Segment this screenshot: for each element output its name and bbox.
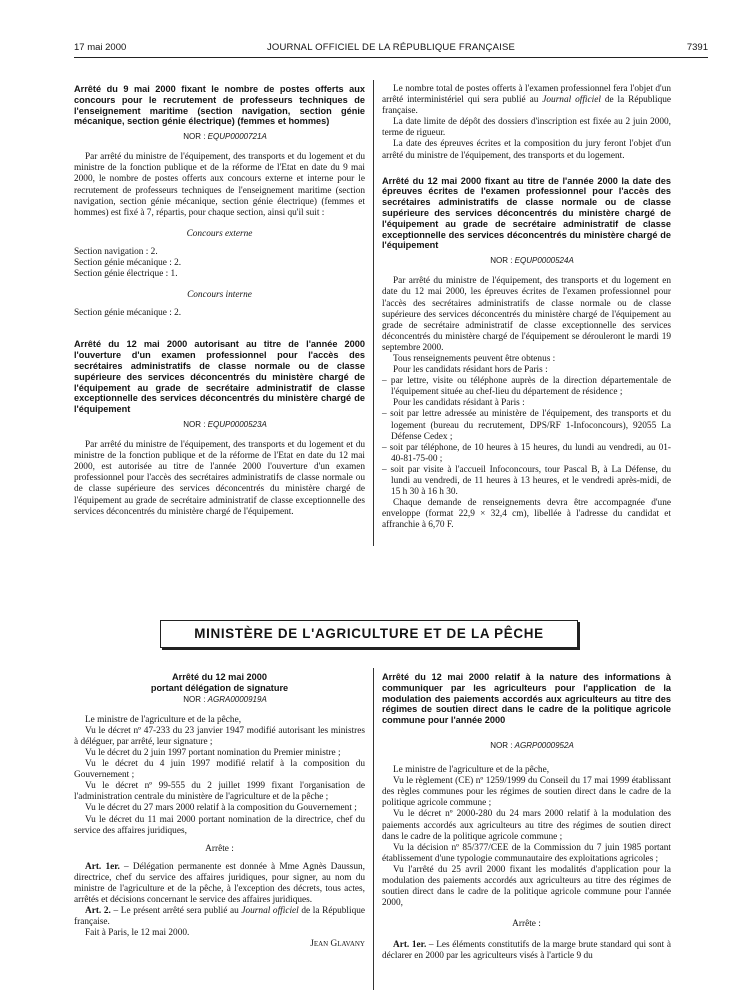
header-journal-title: JOURNAL OFFICIEL DE LA RÉPUBLIQUE FRANÇAISE — [266, 42, 516, 53]
article-paragraph: Vu le décret du 27 mars 2000 relatif à la composition du Gouvernement ; — [85, 803, 357, 814]
article-title: Arrêté du 12 mai 2000 autorisant au titre de l'année 2000 l'ouverture d'un examen professionnel pour l'accès des secrétaires administratifs de classe normale ou de classe supérieure des services déconcentrés du ministère chargé de l'équipement au grade de secrétaire administratif de classe exceptionnelle des services déconcentrés du ministère chargé de l'équipement — [74, 339, 365, 415]
article-paragraph: Vu le décret nº 47-233 du 23 janvier 1947 modifié autorisant les ministres à déléguer, par arrêté, leur signature ; — [74, 725, 365, 747]
article-paragraph: Vu l'arrêté du 25 avril 2000 fixant les modalités d'application pour la modulation des paiements accordés aux agriculteurs au titre des régimes de soutien direct dans le cadre de la politique agricole commune pour l'année 2000, — [382, 864, 671, 909]
article-title: Arrêté du 12 mai 2000 fixant au titre de l'année 2000 la date des épreuves écrites de l'examen professionnel pour l'accès des secrétaires administratifs de classe normale ou de classe supérieure des services déconcentrés du ministère chargé de l'équipement au grade de secrétaire administratif de classe exceptionnelle des services déconcentrés du ministère chargé de l'équipement — [382, 175, 671, 251]
article-paragraph: Vu le décret du 11 mai 2000 portant nomination de la directrice, chef du service des affaires juridiques, — [74, 814, 365, 836]
list-item: Section génie électrique : 1. — [74, 269, 178, 280]
article-1: Art. 1er. – Les éléments constitutifs de la marge brute standard qui sont à déclarer en 2000 par les agriculteurs visés à l'article 9 du — [382, 940, 671, 962]
article-paragraph: Pour les candidats résidant à Paris : — [393, 398, 525, 409]
list-item: – soit par visite à l'accueil Infoconcours, tour Pascal B, à La Défense, du lundi au vendredi, de 11 heures à 13 heures, et le vendredi après-midi, de 15 h 30 à 16 h 30. — [382, 464, 671, 498]
list-item: Section génie mécanique : 2. — [74, 258, 182, 269]
list-item: – soit par lettre adressée au ministère de l'équipement, des transports et du logement (bureau du recrutement, DPS/RF 1-Infoconcours), 92055 La Défense Cedex ; — [382, 409, 671, 442]
article-paragraph: Vu le règlement (CE) nº 1259/1999 du Conseil du 17 mai 1999 établissant des règles communes pour les régimes de soutien direct dans le cadre de la politique agricole commune ; — [382, 776, 671, 809]
article-title: Arrêté du 12 mai 2000 relatif à la nature des informations à communiquer par les agriculteurs pour l'application de la modulation des paiements accordés aux agriculteurs au titre des régimes de soutien direct dans le cadre de la politique agricole commune pour l'année 2000 — [382, 672, 671, 726]
article-paragraph: Tous renseignements peuvent être obtenus : — [393, 353, 556, 364]
article-paragraph: Vu le décret nº 99-555 du 2 juillet 1999 fixant l'organisation de l'administration centrale du ministère de l'agriculture et de la pêche ; — [74, 781, 365, 803]
list-item: – soit par téléphone, de 10 heures à 15 heures, du lundi au vendredi, au 01-40-81-75-00 ; — [382, 442, 671, 464]
arrete-heading: Arrête : — [512, 919, 541, 930]
column-divider — [373, 80, 374, 546]
article-paragraph: Vu la décision nº 85/377/CEE de la Commission du 7 juin 1985 portant établissement d'une typologie communautaire des exploitations agricoles ; — [382, 842, 671, 864]
list-item: – par lettre, visite ou téléphone auprès de la direction départementale de l'équipement située au chef-lieu du département de résidence ; — [382, 376, 671, 398]
article-paragraph: La date des épreuves écrites et la composition du jury feront l'objet d'un arrêté du ministre de l'équipement, des transports et du logement. — [382, 139, 671, 161]
ministry-heading — [160, 620, 578, 648]
section-subheading: Concours interne — [187, 290, 252, 301]
column-divider — [373, 668, 374, 990]
page-header — [74, 42, 708, 56]
article-paragraph: Chaque demande de renseignements devra être accompagnée d'une enveloppe (format 22,9 × 32,4 cm), libellée à l'adresse du candidat et affranchie à 6,70 F. — [382, 498, 671, 531]
list-item: Section navigation : 2. — [74, 246, 158, 257]
article-paragraph: Vu le décret nº 2000-280 du 24 mars 2000 relatif à la modulation des paiements accordés aux agriculteurs au titre des régimes de soutien direct dans le cadre de la politique agricole commune ; — [382, 809, 671, 842]
column-top-right — [382, 84, 671, 531]
nor-reference: NOR : EQUP0000524A — [490, 256, 574, 266]
article-1: Art. 1er. – Délégation permanente est donnée à Mme Agnès Daussun, directrice, chef du service des affaires juridiques, pour signer, au nom du ministre de l'agriculture et de la pêche, à l'exception des décrets, tous actes, arrêtés et décisions concernant le service des affaires juridiques. — [74, 861, 365, 906]
article-title: Arrêté du 12 mai 2000 — [172, 672, 267, 682]
header-date: 17 mai 2000 — [74, 42, 127, 53]
article-paragraph: Le ministre de l'agriculture et de la pêche, — [393, 765, 550, 776]
ministry-heading-text: MINISTÈRE DE L'AGRICULTURE ET DE LA PÊCHE — [194, 626, 544, 641]
column-bottom-left — [74, 672, 365, 951]
nor-reference: NOR : EQUP0000523A — [183, 419, 267, 429]
article-body: Par arrêté du ministre de l'équipement, des transports et du logement et du ministre de la fonction publique et de la réforme de l'Etat en date du 12 mai 2000, est autorisée au titre de l'année 2000 l'ouverture d'un examen professionnel pour l'accès des secrétaires administratifs de classe normale ou de classe supérieure des services déconcentrés du ministère chargé de l'équipement au grade de secrétaire administratif de classe exceptionnelle des services déconcentrés du ministère chargé de l'équipement. — [74, 440, 365, 517]
signing-place-date: Fait à Paris, le 12 mai 2000. — [85, 928, 190, 939]
section-subheading: Concours externe — [186, 228, 253, 239]
nor-reference: NOR : AGRP0000952A — [490, 740, 574, 750]
article-paragraph: Le ministre de l'agriculture et de la pêche, — [85, 714, 242, 725]
article-title: Arrêté du 9 mai 2000 fixant le nombre de postes offerts aux concours pour le recrutement de professeurs techniques de l'enseignement maritime (section navigation, section génie mécanique, section génie électrique) (femmes et hommes) — [74, 84, 365, 127]
article-subtitle: portant délégation de signature — [150, 682, 289, 693]
signatory-name: Jean Glavany — [310, 939, 365, 950]
nor-reference: NOR : AGRA0000919A — [183, 694, 267, 704]
column-bottom-right — [382, 672, 671, 963]
article-paragraph: Le nombre total de postes offerts à l'examen professionnel fera l'objet d'un arrêté interministériel qui sera publié au Journal officiel de la République française. — [382, 84, 671, 117]
list-item: Section génie mécanique : 2. — [74, 308, 182, 319]
article-2: Art. 2. – Le présent arrêté sera publié au Journal officiel de la République française. — [74, 906, 365, 928]
arrete-heading: Arrête : — [205, 843, 234, 854]
header-page-number: 7391 — [686, 42, 708, 53]
nor-reference: NOR : EQUP0000721A — [183, 132, 267, 142]
header-rule — [74, 57, 708, 58]
article-body: Par arrêté du ministre de l'équipement, des transports et du logement et du ministre de la fonction publique et de la réforme de l'Etat en date du 9 mai 2000, le nombre de postes offerts aux concours externe et interne pour le recrutement de professeurs techniques de l'enseignement maritime (section navigation, section génie mécanique, section génie électrique) (femmes et hommes) est fixé à 7, répartis, pour chaque section, ainsi qu'il suit : — [74, 152, 365, 218]
article-paragraph: La date limite de dépôt des dossiers d'inscription est fixée au 2 juin 2000, terme de rigueur. — [382, 117, 671, 139]
article-paragraph: Pour les candidats résidant hors de Paris : — [393, 365, 548, 376]
article-body: Par arrêté du ministre de l'équipement, des transports et du logement en date du 12 mai 2000, les épreuves écrites de l'examen professionnel pour l'accès des secrétaires administratifs de classe normale ou de classe supérieure des services déconcentrés du ministère chargé de l'équipement au grade de secrétaire administratif de classe exceptionnelle des services déconcentrés du ministère chargé de l'équipement se dérouleront le mardi 19 septembre 2000. — [382, 276, 671, 353]
article-paragraph: Vu le décret du 4 juin 1997 modifié relatif à la composition du Gouvernement ; — [74, 759, 365, 781]
article-paragraph: Vu le décret du 2 juin 1997 portant nomination du Premier ministre ; — [85, 747, 341, 758]
column-top-left — [74, 84, 365, 518]
